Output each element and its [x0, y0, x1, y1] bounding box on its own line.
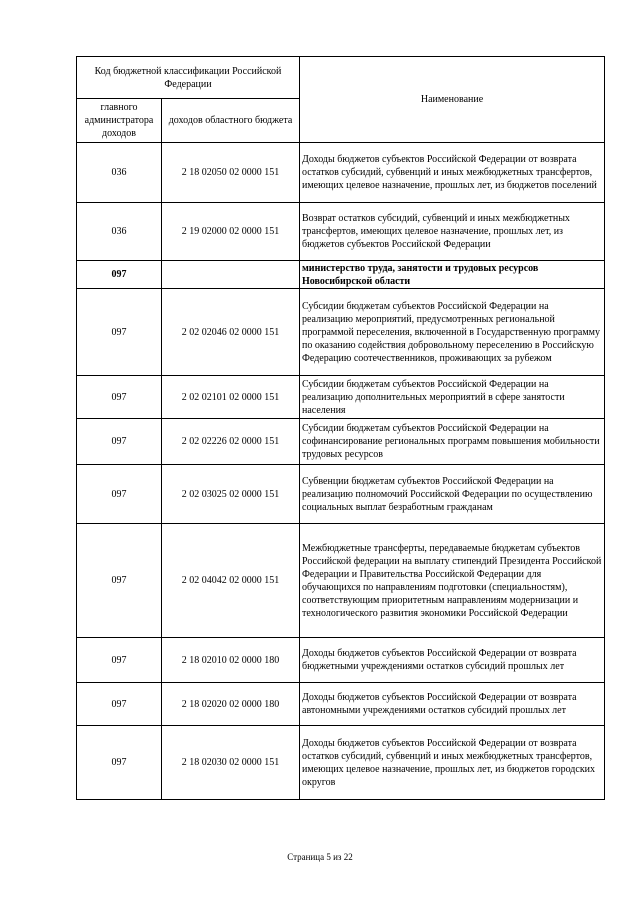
name-cell: Возврат остатков субсидий, субвенций и иных межбюджетных трансфертов, имеющих целевое назначение, прошлых лет, из бюджетов субъектов Российской Федерации	[300, 203, 605, 261]
name-cell: Межбюджетные трансферты, передаваемые бюджетам субъектов Российской федерации на выплату стипендий Президента Российской Федерации и Правительства Российской Федерации для обучающихся по направлениям подготовки (специальностям), соответствующим приоритетным направлениям модернизации и технологического развития экономики Российской Федерации	[300, 524, 605, 638]
admin-code-cell: 097	[77, 376, 162, 419]
table-row	[77, 683, 605, 726]
income-code-cell: 2 18 02050 02 0000 151	[162, 143, 300, 203]
admin-code-cell: 097	[77, 261, 162, 289]
header-row	[77, 57, 605, 99]
income-code-cell: 2 19 02000 02 0000 151	[162, 203, 300, 261]
income-code-cell: 2 18 02030 02 0000 151	[162, 726, 300, 800]
admin-code-cell: 097	[77, 289, 162, 376]
table-row	[77, 376, 605, 419]
admin-code-cell: 097	[77, 726, 162, 800]
income-code-cell: 2 02 02046 02 0000 151	[162, 289, 300, 376]
page-number: Страница 5 из 22	[287, 852, 353, 862]
admin-code-cell: 097	[77, 683, 162, 726]
header-name: Наименование	[300, 57, 605, 143]
admin-code-cell: 097	[77, 638, 162, 683]
name-cell: Доходы бюджетов субъектов Российской Федерации от возврата остатков субсидий, субвенций и иных межбюджетных трансфертов, имеющих целевое назначение, прошлых лет, из бюджетов городских округов	[300, 726, 605, 800]
table-row	[77, 638, 605, 683]
table-row	[77, 726, 605, 800]
table-row	[77, 289, 605, 376]
income-code-cell: 2 02 02101 02 0000 151	[162, 376, 300, 419]
budget-classification-table	[76, 56, 605, 800]
income-code-cell	[162, 261, 300, 289]
table-row	[77, 143, 605, 203]
name-cell: Доходы бюджетов субъектов Российской Федерации от возврата остатков субсидий, субвенций и иных межбюджетных трансфертов, имеющих целевое назначение, прошлых лет, из бюджетов поселений	[300, 143, 605, 203]
name-cell: Субсидии бюджетам субъектов Российской Федерации на реализацию мероприятий, предусмотренных региональной программой переселения, включенной в Государственную программу по оказанию содействия добровольному переселению в Российскую Федерацию соотечественников, проживающих за рубежом	[300, 289, 605, 376]
name-cell: Субвенции бюджетам субъектов Российской Федерации на реализацию полномочий Российской Федерации по осуществлению социальных выплат безработным гражданам	[300, 465, 605, 524]
admin-code-cell: 097	[77, 465, 162, 524]
table-row	[77, 419, 605, 465]
header-code-group: Код бюджетной классификации Российской Федерации	[77, 57, 300, 99]
header-income: доходов областного бюджета	[162, 99, 300, 143]
table-row	[77, 465, 605, 524]
income-code-cell: 2 02 03025 02 0000 151	[162, 465, 300, 524]
table-row	[77, 203, 605, 261]
income-code-cell: 2 18 02020 02 0000 180	[162, 683, 300, 726]
income-code-cell: 2 18 02010 02 0000 180	[162, 638, 300, 683]
admin-code-cell: 036	[77, 203, 162, 261]
admin-code-cell: 036	[77, 143, 162, 203]
table-row-section	[77, 261, 605, 289]
header-admin: главного администратора доходов	[77, 99, 162, 143]
admin-code-cell: 097	[77, 524, 162, 638]
name-cell: Доходы бюджетов субъектов Российской Федерации от возврата автономными учреждениями остатков субсидий прошлых лет	[300, 683, 605, 726]
name-cell: Субсидии бюджетам субъектов Российской Федерации на реализацию дополнительных мероприятий в сфере занятости населения	[300, 376, 605, 419]
name-cell: Доходы бюджетов субъектов Российской Федерации от возврата бюджетными учреждениями остатков субсидий прошлых лет	[300, 638, 605, 683]
section-title-cell: министерство труда, занятости и трудовых ресурсов Новосибирской области	[300, 261, 605, 289]
income-code-cell: 2 02 02226 02 0000 151	[162, 419, 300, 465]
income-code-cell: 2 02 04042 02 0000 151	[162, 524, 300, 638]
name-cell: Субсидии бюджетам субъектов Российской Федерации на софинансирование региональных программ повышения мобильности трудовых ресурсов	[300, 419, 605, 465]
table-row	[77, 524, 605, 638]
admin-code-cell: 097	[77, 419, 162, 465]
